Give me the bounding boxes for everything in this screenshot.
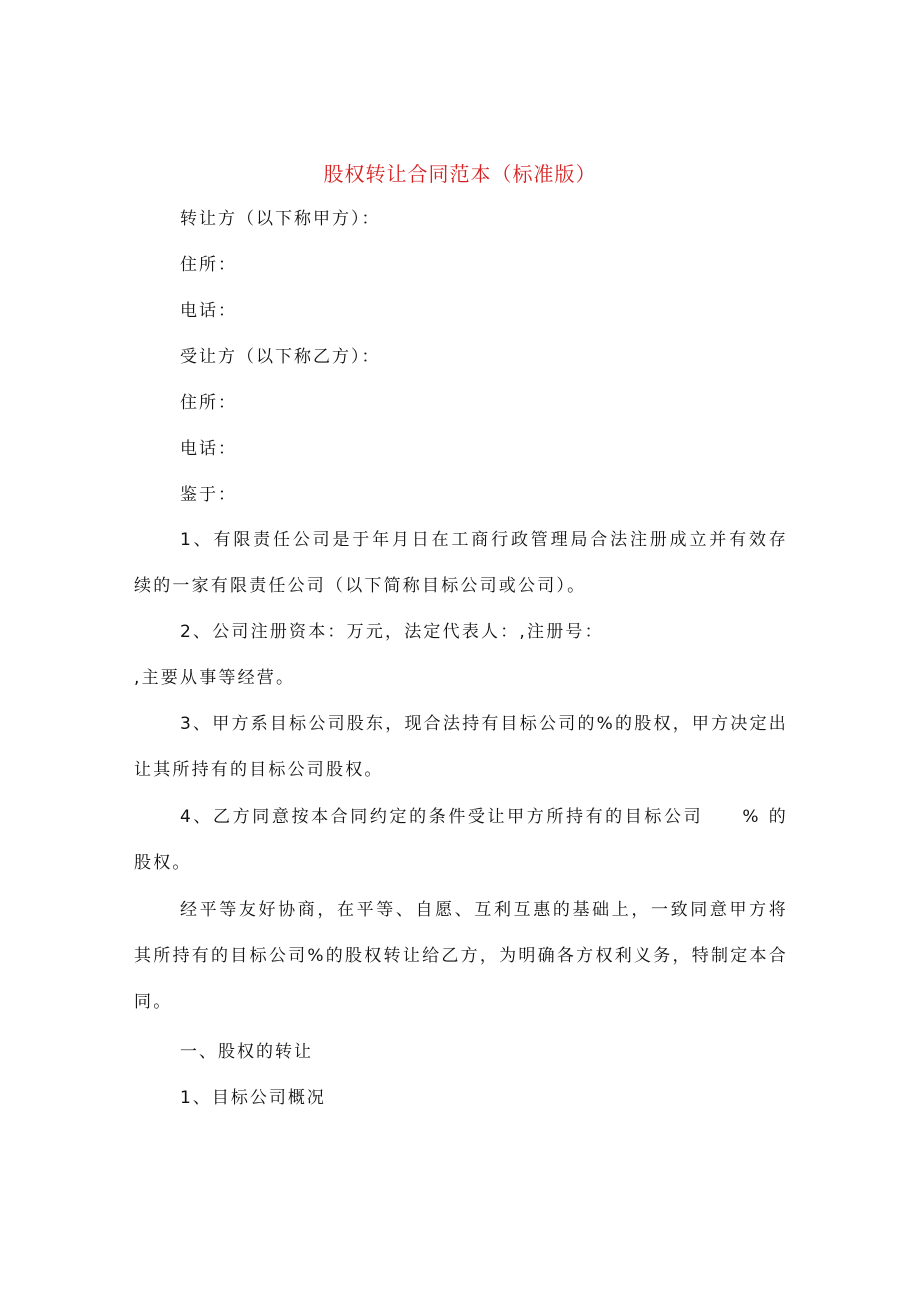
agreement-paragraph: 经平等友好协商，在平等、自愿、互利互惠的基础上，一致同意甲方将其所持有的目标公司%的股权转让给乙方，为明确各方权利义务，特制定本合同。 — [134, 900, 788, 1012]
party-b-address: 住所： — [180, 393, 237, 413]
party-b-heading: 受让方（以下称乙方）： — [180, 347, 381, 367]
party-a-address: 住所： — [180, 255, 237, 275]
party-b-phone: 电话： — [180, 439, 237, 459]
clause-3: 3、甲方系目标公司股东，现合法持有目标公司的%的股权，甲方决定出让其所持有的目标公司股权。 — [134, 714, 788, 780]
clause-4: 4、乙方同意按本合同约定的条件受让甲方所持有的目标公司 % 的股权。 — [134, 807, 788, 873]
whereas-label: 鉴于： — [180, 485, 237, 505]
clause-2-line-2: ,主要从事等经营。 — [134, 668, 296, 688]
clause-1: 1、有限责任公司是于年月日在工商行政管理局合法注册成立并有效存续的一家有限责任公司（以下简称目标公司或公司）。 — [134, 530, 788, 596]
clause-2-line-1: 2、公司注册资本：万元，法定代表人：,注册号： — [180, 622, 604, 642]
section-1-item-1: 1、目标公司概况 — [180, 1088, 326, 1108]
party-a-phone: 电话： — [180, 301, 237, 321]
section-1-heading: 一、股权的转让 — [180, 1042, 313, 1062]
party-a-heading: 转让方（以下称甲方）： — [180, 209, 381, 229]
clause-2 — [134, 609, 788, 701]
document-title: 股权转让合同范本（标准版） — [323, 162, 597, 186]
